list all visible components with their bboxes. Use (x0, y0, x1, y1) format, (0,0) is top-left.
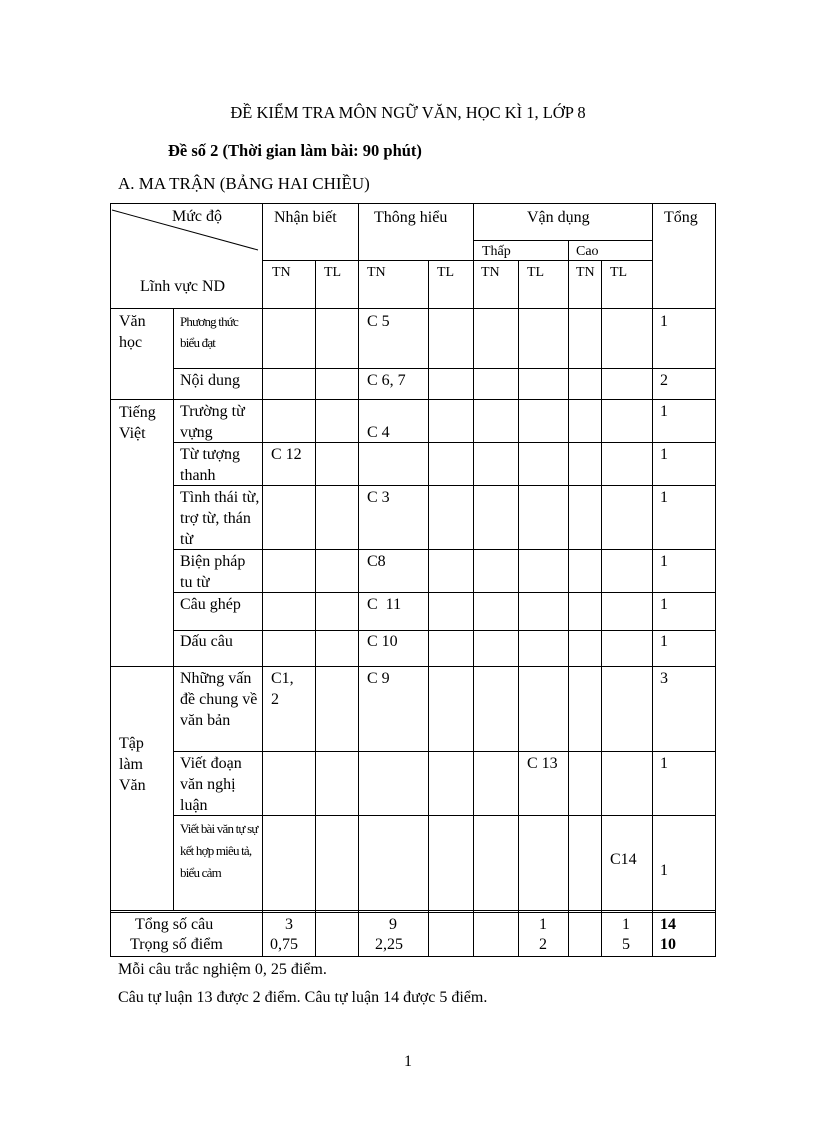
col-type: TN (481, 265, 500, 280)
topic-cell: Biện pháp tu từ (180, 553, 246, 591)
footer-value: 2,25 (375, 936, 403, 953)
header-recognize: Nhận biết (274, 209, 337, 226)
footer-total: 14 (660, 916, 676, 933)
question-cell: C 13 (527, 755, 558, 772)
col-type: TL (437, 265, 455, 280)
topic-cell: Nội dung (180, 372, 240, 389)
footer-value: 9 (389, 916, 397, 933)
total-cell: 1 (660, 755, 668, 772)
question-cell: C1, 2 (271, 670, 294, 708)
header-apply-high: Cao (576, 244, 599, 259)
corner-level-label: Mức độ (172, 208, 222, 225)
note-line: Câu tự luận 13 được 2 điểm. Câu tự luận 14 được 5 điểm. (118, 989, 488, 1006)
topic-cell: Tình thái từ, trợ từ, thán từ (180, 489, 260, 548)
topic-cell: Phương thức biểu đạt (180, 314, 239, 350)
footer-total: 10 (660, 936, 676, 953)
section-heading: A. MA TRẬN (BẢNG HAI CHIỀU) (118, 174, 370, 193)
header-apply-low: Thấp (482, 244, 511, 259)
question-cell: C14 (610, 851, 637, 868)
question-cell: C 9 (367, 670, 390, 687)
total-cell: 1 (660, 403, 668, 420)
note-line: Mỗi câu trắc nghiệm 0, 25 điểm. (118, 961, 327, 978)
question-cell: C 12 (271, 446, 302, 463)
col-type: TL (527, 265, 545, 280)
topic-cell: Viết bài văn tự sự kết hợp miêu tả, biểu cảm (180, 821, 258, 880)
topic-cell: Viết đoạn văn nghị luận (180, 755, 242, 814)
col-type: TL (324, 265, 342, 280)
total-cell: 2 (660, 372, 668, 389)
footer-value: 3 (285, 916, 293, 933)
topic-cell: Trường từ vựng (180, 403, 245, 441)
group-name: Tập làm Văn (119, 735, 146, 794)
col-type: TN (367, 265, 386, 280)
corner-domain-label: Lĩnh vực ND (140, 278, 226, 295)
total-cell: 3 (660, 670, 668, 687)
group-name: Tiếng Việt (119, 404, 156, 442)
exam-subtitle: Đề số 2 (Thời gian làm bài: 90 phút) (168, 141, 422, 160)
footer-value: 0,75 (270, 936, 298, 953)
total-cell: 1 (660, 596, 668, 613)
question-cell: C8 (367, 553, 386, 570)
document-title: ĐỀ KIỂM TRA MÔN NGỮ VĂN, HỌC KÌ 1, LỚP 8 (230, 103, 586, 122)
total-cell: 1 (660, 313, 668, 330)
total-cell: 1 (660, 633, 668, 650)
col-type: TN (576, 265, 595, 280)
topic-cell: Những vấn đề chung về văn bản (180, 670, 258, 729)
question-cell: C 10 (367, 633, 398, 650)
header-understand: Thông hiểu (374, 209, 448, 226)
question-cell: C 11 (367, 596, 402, 613)
col-type: TL (610, 265, 628, 280)
footer-value: 5 (622, 936, 630, 953)
topic-cell: Từ tượng thanh (180, 446, 241, 484)
footer-value: 2 (539, 936, 547, 953)
page-number: 1 (404, 1053, 412, 1070)
col-type: TN (272, 265, 291, 280)
question-cell: C 4 (367, 424, 390, 441)
question-cell: C 5 (367, 313, 390, 330)
question-cell: C 6, 7 (367, 372, 406, 389)
header-apply: Vận dụng (527, 209, 590, 226)
footer-value: 1 (622, 916, 630, 933)
footer-value: 1 (539, 916, 547, 933)
footer-score-label: Trọng số điểm (130, 936, 223, 953)
total-cell: 1 (660, 553, 668, 570)
topic-cell: Câu ghép (180, 596, 241, 613)
topic-cell: Dấu câu (180, 633, 233, 650)
footer-count-label: Tổng số câu (135, 916, 214, 933)
total-cell: 1 (660, 862, 668, 879)
group-name: Văn học (119, 313, 146, 351)
total-cell: 1 (660, 489, 668, 506)
header-total: Tổng (664, 209, 698, 226)
question-cell: C 3 (367, 489, 390, 506)
total-cell: 1 (660, 446, 668, 463)
